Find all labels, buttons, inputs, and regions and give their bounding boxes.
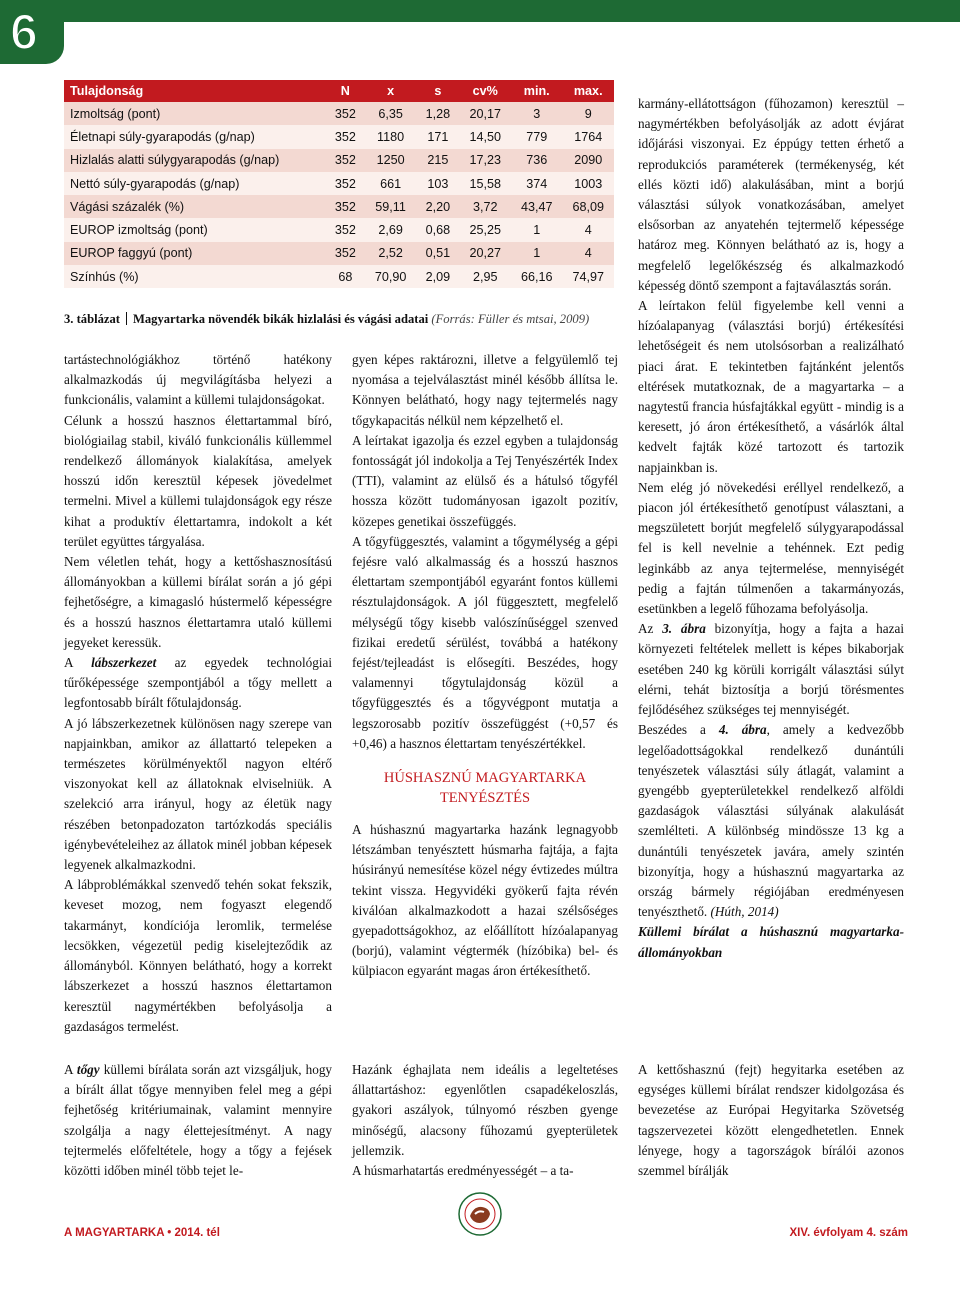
header-cell: min. <box>511 80 562 102</box>
paragraph: Célunk a hosszú hasznos élettartammal bíró, biológiailag stabil, kiváló funkcionális küllemmel rendelkező állományok kialakítása, amelyek hosszú időn keresztül képesek jövedelmet termelni. Mivel a küllemi tulajdonságok egy része kihat a produktív élettartamra, indokolt a két terület együttes tárgyalása. <box>64 412 332 549</box>
footer-publication: A MAGYARTARKA • 2014. tél <box>64 1227 220 1239</box>
row-label-cell: Életnapi súly-gyarapodás (g/nap) <box>64 125 326 148</box>
value-cell: 70,90 <box>365 265 416 288</box>
row-label-cell: Színhús (%) <box>64 265 326 288</box>
value-cell: 1 <box>511 242 562 265</box>
table-row <box>64 195 614 218</box>
value-cell: 352 <box>326 195 365 218</box>
table-row <box>64 102 614 125</box>
value-cell: 736 <box>511 149 562 172</box>
table-row <box>64 172 614 195</box>
value-cell: 0,68 <box>416 218 459 241</box>
row-label-cell: Izmoltság (pont) <box>64 102 326 125</box>
top-bar <box>0 0 960 22</box>
value-cell: 171 <box>416 125 459 148</box>
value-cell: 1764 <box>562 125 614 148</box>
paragraph: A lábszerkezet az egyedek technológiai tűrőképessége szempontjából a tőgy mellett a legfontosabb bírált főtulajdonság. <box>64 655 333 711</box>
header-cell: cv% <box>460 80 511 102</box>
data-table <box>64 80 614 288</box>
value-cell: 20,17 <box>460 102 511 125</box>
paragraph: A tőgy küllemi bírálata során azt vizsgáljuk, hogy a bírált állat tőgye mennyiben felel meg a gépi fejhetőség kritériumainak, valamint mennyire szolgálja a nagy élettejesítményt. A nagy tejtermelés előfeltétele, hogy a tőgy a fejések közötti időben minél több tejet le- <box>64 1062 333 1179</box>
value-cell: 661 <box>365 172 416 195</box>
paragraph: gyen képes raktározni, illetve a felgyülemlő tej nyomása a tejelválasztást minél később állítsa le. Könnyen belátható, hogy nagy tejtermelés nagy tőgykapacitás nélkül nem képzelhető el. <box>352 352 618 428</box>
value-cell: 1,28 <box>416 102 459 125</box>
paragraph: A tőgyfüggesztés, valamint a tőgymélység a gépi fejésre való alkalmasság és a hosszú hasznos élettartam szempontjából egyaránt fontos küllemi résztulajdonságok. A jól függesztett, megfelelő mélységű tőgy kisebb valószínűséggel szenved fizikai eredetű sérülést, továbbá a hatékony fejést/tejleadást is elősegíti. Beszédes, hogy valamennyi tőgytulajdonság közül a tőgyfüggesztés és a tőgyvégpont mutatja a legszorosabb pozitív összefüggést (+0,57 és +0,46) a hasznos élettartam tenyészértékkel. <box>352 533 618 751</box>
header-cell: N <box>326 80 365 102</box>
table-caption <box>64 312 620 327</box>
page-number: 6 <box>10 4 38 60</box>
table-header-row <box>64 80 614 102</box>
column-2 <box>352 350 618 982</box>
caption-label: 3. táblázat <box>64 312 120 326</box>
value-cell: 2,09 <box>416 265 459 288</box>
paragraph: A kettőshasznú (fejt) hegyitarka esetében az egységes küllemi bírálat rendszer kidolgozása és bevezetése az Európai Hegyitarka Szövetség tagszervezetei között elengedhetetlen. Ennek lényege, hogy a tagországok bírálói azonos szemmel bírálják <box>638 1062 904 1179</box>
value-cell: 43,47 <box>511 195 562 218</box>
caption-title: Magyartarka növendék bikák hizlalási és vágási adatai <box>132 312 429 326</box>
value-cell: 2090 <box>562 149 614 172</box>
value-cell: 352 <box>326 172 365 195</box>
value-cell: 74,97 <box>562 265 614 288</box>
value-cell: 4 <box>562 218 614 241</box>
paragraph: tartástechnológiákhoz történő hatékony alkalmazkodás új megvilágításba helyezi a funkcionális, valamint a küllemi tulajdonságokat. <box>64 352 332 408</box>
header-cell: max. <box>562 80 614 102</box>
table-row <box>64 149 614 172</box>
caption-separator <box>126 312 127 325</box>
data-table-wrap <box>64 80 614 288</box>
section-title: HÚSHASZNÚ MAGYARTARKA TENYÉSZTÉS <box>383 770 587 807</box>
row-label-cell: Hizlalás alatti súlygyarapodás (g/nap) <box>64 149 326 172</box>
value-cell: 3,72 <box>460 195 511 218</box>
paragraph: A húsmarhatartás eredményességét – a ta- <box>352 1163 574 1179</box>
table-row <box>64 242 614 265</box>
citation: (Húth, 2014) <box>710 904 779 920</box>
value-cell: 20,27 <box>460 242 511 265</box>
paragraph: Nem véletlen tehát, hogy a kettőshasznosítású állományokban a küllemi bírálat során a jó gépi fejhetőségre, a kimagasló hústermelő képességre és a hosszú hasznos élettartamra utaló küllemi jegyeket keressük. <box>64 554 332 650</box>
paragraph: Nem elég jó növekedési eréllyel rendelkező, a piacon jól értékesíthető genotípust választani, a megszületett borjút megfelelő súlygyarapodással fel is kell nevelnie a tehénnek. Ezt pedig leginkább az anya tejtermelése, mennyiségét pedig a fajtán túlmenően a takarmányozás, esetünkben a legelő fűhozama befolyásolja. <box>638 479 904 617</box>
value-cell: 215 <box>416 149 459 172</box>
paragraph: Az 3. ábra bizonyítja, hogy a fajta a hazai környezeti feltételek mellett is képes bikaborjak esetében 240 kg körüli korrigált választási súlyt elérni, tehát biztosítja a borjú törésmentes fejlődéséhez szükséges tej mennyiségét. <box>638 621 904 718</box>
caption-source: (Forrás: Füller és mtsai, 2009) <box>431 312 590 326</box>
bottom-column-1 <box>64 1060 332 1181</box>
figure-ref: 4. ábra <box>718 722 767 738</box>
subheading: Küllemi bírálat a húshasznú magyartarka-állományokban <box>638 924 904 960</box>
value-cell: 779 <box>511 125 562 148</box>
value-cell: 6,35 <box>365 102 416 125</box>
value-cell: 2,95 <box>460 265 511 288</box>
row-label-cell: EUROP izmoltság (pont) <box>64 218 326 241</box>
paragraph: A húshasznú magyartarka hazánk legnagyobb létszámban tenyésztett húsmarha fajtája, a fajta húsirányú nemesítése közel négy évtizedes múltra tekint vissza. Hegyvidéki gyökerű fajta révén kiválóan alkalmazkodott a hazai szélsőséges gyepadottságokhoz, az előállított hízóalapanyag (borjú), valamint végtermék (hízóbika) bel- és külpiacon egyaránt magas áron értékesíthető. <box>352 822 618 979</box>
header-cell: s <box>416 80 459 102</box>
association-logo-icon <box>458 1192 502 1236</box>
value-cell: 1250 <box>365 149 416 172</box>
value-cell: 4 <box>562 242 614 265</box>
value-cell: 1003 <box>562 172 614 195</box>
value-cell: 14,50 <box>460 125 511 148</box>
figure-ref: 3. ábra <box>662 621 706 637</box>
value-cell: 374 <box>511 172 562 195</box>
value-cell: 352 <box>326 242 365 265</box>
emphasis-term: lábszerkezet <box>91 655 157 671</box>
value-cell: 103 <box>416 172 459 195</box>
table-row <box>64 265 614 288</box>
paragraph: Beszédes a 4. ábra, amely a kedvezőbb legelőadottságokkal rendelkező dunántúli tenyészetek választási súly átlagát, valamint a gyengébb gyepterületekkel rendelkező alföldi gazdaságok választási súlyának alakulását szemlélteti. A különbség mindössze 13 kg a dunántúli tenyészetek javára, amely szintén bizonyítja, hogy a húshasznú magyartarka az ország bármely régiójában eredményesen tenyészthető. (Húth, 2014) <box>638 722 904 920</box>
header-cell: Tulajdonság <box>64 80 326 102</box>
value-cell: 68,09 <box>562 195 614 218</box>
value-cell: 2,69 <box>365 218 416 241</box>
value-cell: 25,25 <box>460 218 511 241</box>
row-label-cell: Nettó súly-gyarapodás (g/nap) <box>64 172 326 195</box>
value-cell: 9 <box>562 102 614 125</box>
table-row <box>64 218 614 241</box>
column-3 <box>638 94 904 963</box>
value-cell: 66,16 <box>511 265 562 288</box>
value-cell: 17,23 <box>460 149 511 172</box>
value-cell: 352 <box>326 125 365 148</box>
value-cell: 59,11 <box>365 195 416 218</box>
bottom-column-2 <box>352 1060 618 1181</box>
row-label-cell: Vágási százalék (%) <box>64 195 326 218</box>
paragraph: A leírtakat igazolja és ezzel egyben a tulajdonság fontosságát jól indokolja a Tej Tenyészérték Index (TTI), valamint az elülső és a hátulsó tőgyfél hossza között tudományosan igazolt pozitív, közepes genetikai összefüggés. <box>352 432 618 529</box>
value-cell: 352 <box>326 149 365 172</box>
value-cell: 352 <box>326 102 365 125</box>
bottom-column-3 <box>638 1060 904 1181</box>
paragraph: Hazánk éghajlata nem ideális a legeltetéses állattartáshoz: egyenlőtlen csapadékeloszlás, gyakori aszályok, túlnyomó részben gyenge minőségű, alacsony fűhozamú gyepterületek jellemzik. <box>352 1062 618 1158</box>
footer-volume: XIV. évfolyam 4. szám <box>789 1227 908 1239</box>
paragraph: karmány-ellátottságon (fűhozamon) keresztül – nagymértékben befolyásolják az adott évjárat időjárási viszonyai. Ez éppúgy tetten érhető a reprodukciós paraméterek (termékenység, két ellés közti idő) alakulásában, mint a borjú választási súlyok vonatkozásában, amelyet elsősorban az anyatehén tejtermelő képessége határoz meg. Könnyen belátható az is, hogy a megfelelő legelőkészség és alkalmazkodó képesség döntő szempont a fajtaválasztás során. <box>638 96 904 293</box>
table-row <box>64 125 614 148</box>
row-label-cell: EUROP faggyú (pont) <box>64 242 326 265</box>
page-number-tab <box>0 0 64 64</box>
value-cell: 2,20 <box>416 195 459 218</box>
paragraph: A jó lábszerkezetnek különösen nagy szerepe van napjainkban, amikor az állattartó telepeken a természetes körülményektől nagyon eltérő viszonyokat kell az állatoknak elviselniük. A szelekció arra irányul, hogy az életük nagy részében betonpadozaton tartózkodás speciális igénybevételeihez az állatok minél jobban képesek legyenek alkalmazkodni. <box>64 715 332 873</box>
emphasis-term: tőgy <box>76 1062 100 1077</box>
value-cell: 3 <box>511 102 562 125</box>
header-cell: x <box>365 80 416 102</box>
paragraph: A lábproblémákkal szenvedő tehén sokat fekszik, keveset mozog, nem fogyaszt elegendő takarmányt, kondíciója leromlik, termelése lecsökken, végezetül pedig kiselejteződik az állományból. Könnyen belátható, hogy a korrekt lábszerkezet a hosszú hasznos élettartamon keresztül nagymértékben befolyásolja a gazdaságos termelést. <box>64 877 332 1034</box>
value-cell: 15,58 <box>460 172 511 195</box>
value-cell: 1 <box>511 218 562 241</box>
value-cell: 0,51 <box>416 242 459 265</box>
value-cell: 1180 <box>365 125 416 148</box>
value-cell: 352 <box>326 218 365 241</box>
value-cell: 2,52 <box>365 242 416 265</box>
value-cell: 68 <box>326 265 365 288</box>
paragraph: A leírtakon felül figyelembe kell venni a hízóalapanyag (választási borjú) értékesítési lehetőségeit és nem utolsósorban a realizálható piaci árat. E tekintetben fajtánként jelentős eltérések mutatkoznak, de a magyartarka – a nagytestű francia húsfajtákkal együtt - mindig is a keresett, jó áron értékesíthető, a vásárlók által kedvelt fajták közé tartozott és tartozik napjainkban is. <box>638 298 904 475</box>
column-1 <box>64 350 332 1037</box>
